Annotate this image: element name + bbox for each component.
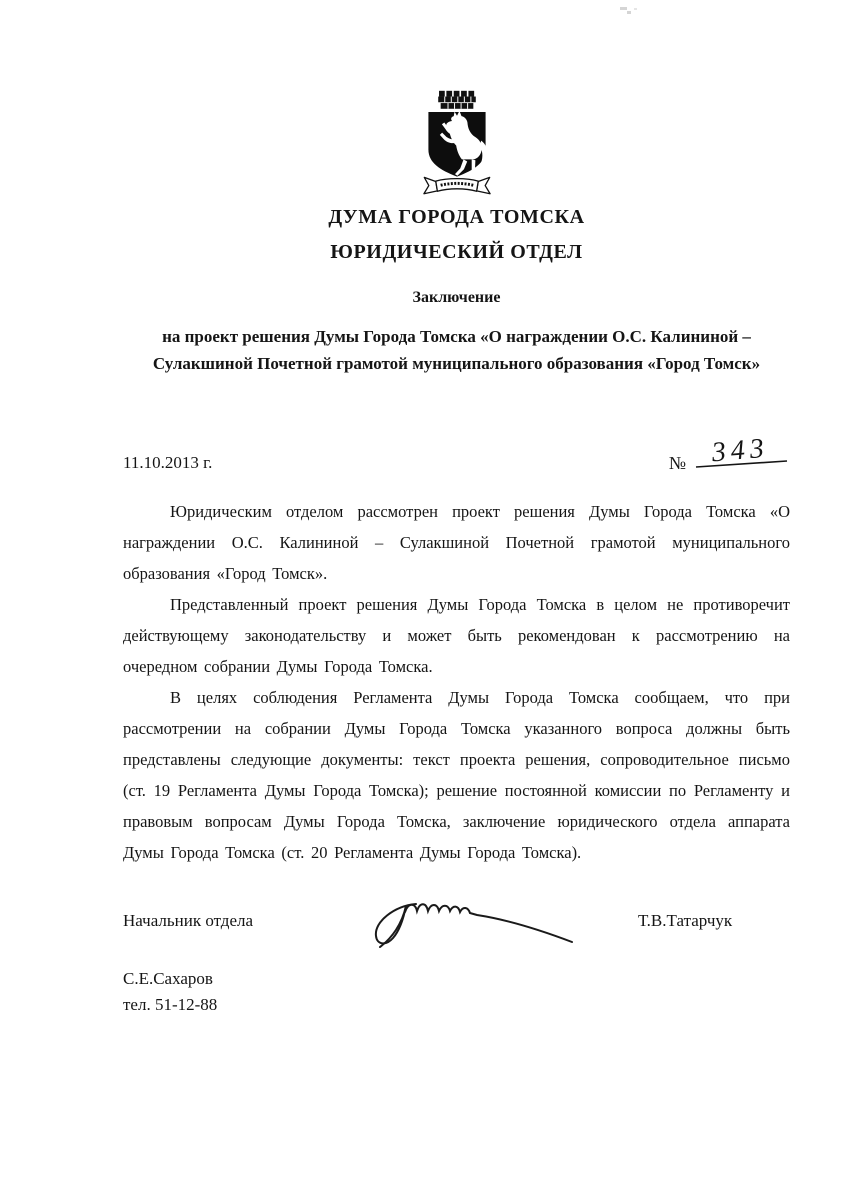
letter-body bbox=[123, 496, 790, 868]
paragraph: В целях соблюдения Регламента Думы Города Томска сообщаем, что при рассмотрении на собрании Думы Города Томска указанного вопроса должны быть представлены следующие документы: текст проекта решения, сопроводительное письмо (ст. 19 Регламента Думы Города Томска); решение постоянной комиссии по Регламенту и правовым вопросам Думы Города Томска, заключение юридического отдела аппарата Думы Города Томска (ст. 20 Регламента Думы Города Томска). bbox=[123, 688, 790, 862]
coat-of-arms-svg bbox=[416, 90, 498, 197]
handwritten-number-value: 343 bbox=[710, 432, 771, 469]
mural-crown-icon bbox=[438, 91, 476, 109]
paragraph: Представленный проект решения Думы Города Томска в целом не противоречит действующему законодательству и может быть рекомендован к рассмотрению на очередном собрании Думы Города Томска. bbox=[123, 595, 790, 676]
handwritten-number bbox=[690, 431, 790, 473]
executor-name: С.Е.Сахаров bbox=[123, 969, 213, 988]
executor-block bbox=[123, 966, 790, 1018]
document-number bbox=[669, 431, 790, 473]
handwritten-signature-icon bbox=[308, 890, 608, 952]
date-number-row bbox=[123, 431, 790, 473]
letter-content bbox=[123, 0, 790, 1018]
motto-ribbon-icon bbox=[423, 177, 489, 193]
document-kind-title: Заключение bbox=[412, 289, 501, 306]
org-name: ДУМА ГОРОДА ТОМСКА bbox=[328, 206, 585, 228]
tomsk-coat-of-arms-icon bbox=[123, 90, 790, 197]
paragraph: Юридическим отделом рассмотрен проект решения Думы Города Томска «О награждении О.С. Калининой – Сулакшиной Почетной грамотой муниципального образования «Город Томск». bbox=[123, 502, 790, 583]
executor-phone: тел. 51-12-88 bbox=[123, 995, 218, 1014]
signer-name: Т.В.Татарчук bbox=[638, 911, 733, 930]
org-department: ЮРИДИЧЕСКИЙ ОТДЕЛ bbox=[330, 241, 583, 263]
signature-row bbox=[123, 890, 790, 952]
document-date: 11.10.2013 г. bbox=[123, 453, 213, 472]
signer-position: Начальник отдела bbox=[123, 911, 254, 930]
document-subject: на проект решения Думы Города Томска «О награждении О.С. Калининой – Сулакшиной Почетной грамотой муниципального образования «Город Томск» bbox=[152, 327, 761, 373]
number-sign: № bbox=[668, 453, 686, 473]
